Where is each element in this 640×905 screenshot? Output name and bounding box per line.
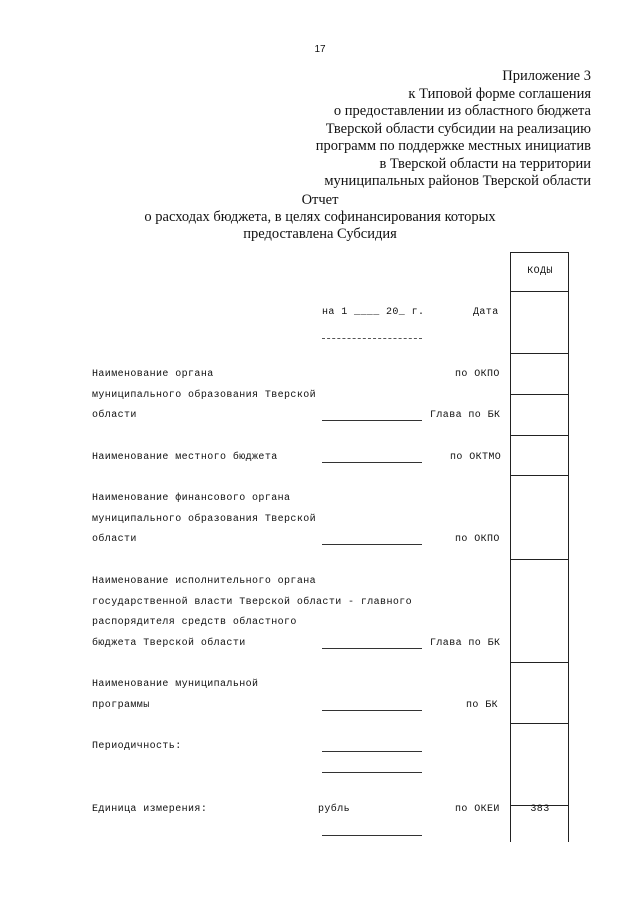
report-subtitle: о расходах бюджета, в целях софинансирования которых (144, 209, 496, 225)
exec-label: распорядителя средств областного (92, 617, 297, 628)
organ-label: Наименование органа (92, 369, 214, 380)
organ-input-line (322, 420, 422, 421)
glava-bk-label: Глава по БК (430, 410, 501, 421)
appendix-line: муниципальных районов Тверской области (324, 173, 591, 189)
appendix-line: в Тверской области на территории (379, 155, 591, 172)
appendix-line: к Типовой форме соглашения (408, 85, 591, 102)
report-title: Отчет (301, 192, 339, 208)
report-date: на 1 ____ 20_ г. (322, 307, 425, 318)
appendix-line: о предоставлении из областного бюджета (333, 103, 591, 119)
program-label: программы (92, 700, 150, 711)
budget-label: Наименование местного бюджета (92, 452, 278, 463)
glava-bk-label: Глава по БК (430, 638, 501, 649)
finorg-input-line (322, 544, 422, 545)
unit-input-line (322, 835, 422, 836)
period-label: Периодичность: (92, 741, 182, 752)
exec-label: бюджета Тверской области (92, 638, 246, 649)
okpo-label: по ОКПО (455, 369, 500, 380)
period-input-line (322, 751, 422, 752)
exec-input-line (322, 648, 422, 649)
okei-label: по ОКЕИ (455, 804, 500, 815)
finorg-label: муниципального образования Тверской (92, 514, 317, 525)
program-label: Наименование муниципальной (92, 679, 259, 690)
codes-header: КОДЫ (527, 266, 553, 277)
page-number: 17 (314, 44, 326, 55)
appendix-line: Приложение 3 (502, 68, 591, 84)
appendix-block (316, 68, 591, 191)
budget-input-line (322, 462, 422, 463)
organ-label: области (92, 410, 137, 421)
bk-label: по БК (466, 700, 499, 711)
unit-value: рубль (318, 804, 351, 815)
okpo-label: по ОКПО (455, 534, 500, 545)
organ-label: муниципального образования Тверской (92, 390, 317, 401)
finorg-label: области (92, 534, 137, 545)
appendix-line: Тверской области субсидии на реализацию (325, 120, 591, 137)
program-input-line (322, 710, 422, 711)
exec-label: государственной власти Тверской области - главного (92, 597, 413, 608)
oktmo-label: по ОКТМО (450, 452, 502, 463)
date-code-label: Дата (473, 307, 499, 318)
report-subtitle: предоставлена Субсидия (243, 226, 397, 242)
period-input-line (322, 772, 422, 773)
okei-code-value: 383 (530, 804, 550, 815)
exec-label: Наименование исполнительного органа (92, 576, 317, 587)
unit-label: Единица измерения: (92, 804, 208, 815)
finorg-label: Наименование финансового органа (92, 493, 291, 504)
appendix-line: программ по поддержке местных инициатив (315, 138, 591, 154)
